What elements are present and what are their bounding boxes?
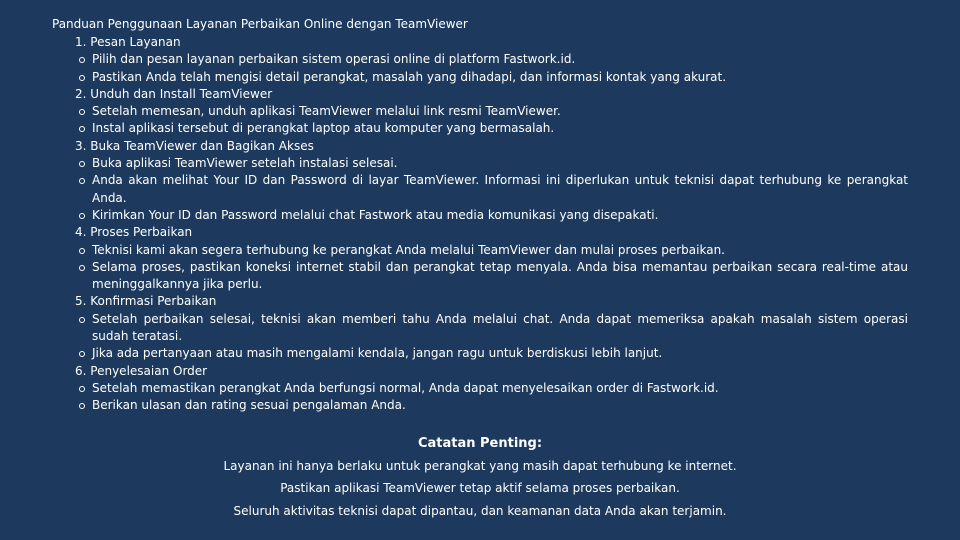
step-sublist [75, 242, 908, 294]
step-label: Proses Perbaikan [90, 225, 193, 240]
step-item [75, 363, 908, 415]
sub-item: Setelah memastikan perangkat Anda berfungsi normal, Anda dapat menyelesaikan order di Fastwork.id. [92, 380, 908, 397]
step-item [75, 138, 908, 224]
step-label: Penyelesaian Order [90, 363, 208, 378]
note-line: Seluruh aktivitas teknisi dapat dipantau, dan keamanan data Anda akan terjamin. [233, 503, 727, 518]
step-sublist [75, 380, 908, 415]
step-label: Pesan Layanan [90, 35, 181, 49]
sub-item: Berikan ulasan dan rating sesuai pengalaman Anda. [92, 397, 908, 414]
step-item [75, 293, 908, 362]
note-line: Layanan ini hanya berlaku untuk perangkat yang masih dapat terhubung ke internet. [223, 458, 737, 473]
step-label: Konfirmasi Perbaikan [90, 294, 217, 309]
sub-item: Setelah memesan, unduh aplikasi TeamViewer melalui link resmi TeamViewer. [92, 103, 908, 120]
sub-item: Anda akan melihat Your ID dan Password di layar TeamViewer. Informasi ini diperlukan untuk teknisi dapat terhubung ke perangkat Anda. [92, 172, 908, 207]
sub-item: Instal aplikasi tersebut di perangkat laptop atau komputer yang bermasalah. [92, 120, 908, 137]
steps-list [52, 34, 908, 415]
step-sublist [75, 311, 908, 363]
document-title: Panduan Penggunaan Layanan Perbaikan Online dengan TeamViewer [52, 17, 468, 31]
important-notes [52, 434, 908, 520]
sub-item: Jika ada pertanyaan atau masih mengalami kendala, jangan ragu untuk berdiskusi lebih lanjut. [92, 345, 908, 362]
sub-item: Selama proses, pastikan koneksi internet stabil dan perangkat tetap menyala. Anda bisa memantau perbaikan secara real-time atau meninggalkannya jika perlu. [92, 259, 908, 294]
notes-title: Catatan Penting: [417, 435, 543, 451]
sub-item: Teknisi kami akan segera terhubung ke perangkat Anda melalui TeamViewer dan mulai proses perbaikan. [92, 242, 908, 259]
step-label: Buka TeamViewer dan Bagikan Akses [90, 138, 314, 153]
sub-item: Pilih dan pesan layanan perbaikan sistem operasi online di platform Fastwork.id. [92, 51, 908, 68]
sub-item: Pastikan Anda telah mengisi detail perangkat, masalah yang dihadapi, dan informasi kontak yang akurat. [92, 69, 908, 86]
sub-item: Setelah perbaikan selesai, teknisi akan memberi tahu Anda melalui chat. Anda dapat memeriksa apakah masalah sistem operasi sudah teratasi. [92, 311, 908, 346]
step-sublist [75, 103, 908, 138]
step-label: Unduh dan Install TeamViewer [90, 86, 273, 101]
note-line: Pastikan aplikasi TeamViewer tetap aktif selama proses perbaikan. [280, 481, 680, 496]
sub-item: Buka aplikasi TeamViewer setelah instalasi selesai. [92, 155, 908, 172]
step-item [75, 34, 908, 86]
step-item [75, 224, 908, 293]
sub-item: Kirimkan Your ID dan Password melalui chat Fastwork atau media komunikasi yang disepakati. [92, 207, 908, 224]
step-item [75, 86, 908, 138]
step-sublist [75, 51, 908, 86]
step-sublist [75, 155, 908, 224]
